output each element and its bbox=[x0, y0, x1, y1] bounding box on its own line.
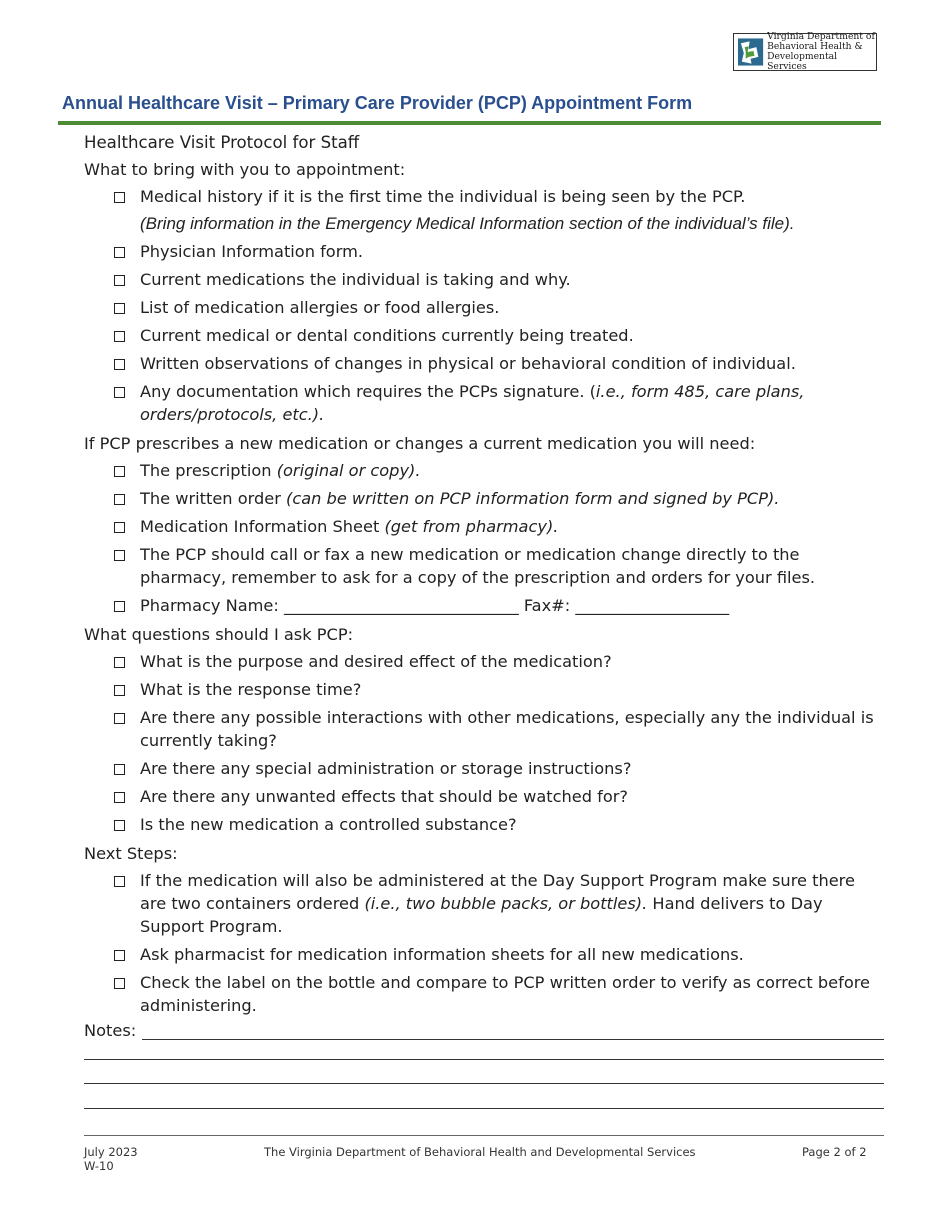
checklist-item: Physician Information form. bbox=[84, 240, 884, 263]
footer-page-number: Page 2 of 2 bbox=[802, 1145, 867, 1159]
notes-line[interactable] bbox=[84, 1083, 884, 1084]
bring-checklist-continued bbox=[84, 240, 884, 426]
checkbox[interactable] bbox=[114, 978, 125, 989]
checklist-item bbox=[84, 487, 884, 510]
checkbox[interactable] bbox=[114, 303, 125, 314]
medication-checklist bbox=[84, 459, 884, 617]
checklist-item: The PCP should call or fax a new medication or medication change directly to the pharmacy, remember to ask for a copy of the prescription and orders for your files. bbox=[84, 543, 884, 589]
checklist-item bbox=[84, 380, 884, 426]
checkbox[interactable] bbox=[114, 466, 125, 477]
checkbox[interactable] bbox=[114, 247, 125, 258]
checklist-item: Current medical or dental conditions currently being treated. bbox=[84, 324, 884, 347]
checklist-item bbox=[84, 459, 884, 482]
notes-label: Notes: bbox=[84, 1021, 137, 1040]
checklist-item: Medical history if it is the first time the individual is being seen by the PCP. bbox=[84, 185, 884, 208]
checklist-text: Medication Information Sheet (get from pharmacy). bbox=[140, 517, 559, 536]
notes-line[interactable] bbox=[84, 1059, 884, 1060]
title-divider bbox=[58, 121, 881, 125]
pharmacy-name-fax-input[interactable]: Pharmacy Name: _____________________________ Fax#: ___________________ bbox=[140, 596, 730, 615]
notes-line[interactable] bbox=[84, 1108, 884, 1109]
logo-line-1: Virginia Department of bbox=[767, 31, 875, 42]
checklist-item: What is the response time? bbox=[84, 678, 884, 701]
checkbox[interactable] bbox=[114, 792, 125, 803]
checkbox[interactable] bbox=[114, 494, 125, 505]
checkbox[interactable] bbox=[114, 950, 125, 961]
footer-agency: The Virginia Department of Behavioral Health and Developmental Services bbox=[264, 1145, 696, 1159]
checklist-item bbox=[84, 515, 884, 538]
next-steps-checklist bbox=[84, 869, 884, 1017]
checkbox[interactable] bbox=[114, 359, 125, 370]
checkbox[interactable] bbox=[114, 713, 125, 724]
page-title: Annual Healthcare Visit – Primary Care Provider (PCP) Appointment Form bbox=[62, 93, 693, 113]
checkbox[interactable] bbox=[114, 685, 125, 696]
footer-divider bbox=[84, 1135, 884, 1136]
dbhds-logo-icon bbox=[737, 37, 764, 67]
checklist-item: Check the label on the bottle and compare to PCP written order to verify as correct before administering. bbox=[84, 971, 884, 1017]
checklist-item: Is the new medication a controlled substance? bbox=[84, 813, 884, 836]
notes-section bbox=[84, 1020, 884, 1041]
dbhds-logo bbox=[733, 33, 877, 71]
checkbox[interactable] bbox=[114, 601, 125, 612]
checkbox[interactable] bbox=[114, 550, 125, 561]
section-heading-bring: What to bring with you to appointment: bbox=[84, 160, 406, 179]
checklist-item: Ask pharmacist for medication information sheets for all new medications. bbox=[84, 943, 884, 966]
checklist-text: The prescription (original or copy). bbox=[140, 461, 421, 480]
section-heading-new-medication: If PCP prescribes a new medication or changes a current medication you will need: bbox=[84, 434, 756, 453]
checkbox[interactable] bbox=[114, 275, 125, 286]
main-content bbox=[84, 132, 884, 1017]
checklist-item: Are there any unwanted effects that should be watched for? bbox=[84, 785, 884, 808]
checkbox[interactable] bbox=[114, 657, 125, 668]
checklist-text: The written order (can be written on PCP information form and signed by PCP). bbox=[140, 489, 780, 508]
checkbox[interactable] bbox=[114, 820, 125, 831]
checkbox[interactable] bbox=[114, 387, 125, 398]
protocol-subtitle: Healthcare Visit Protocol for Staff bbox=[84, 133, 360, 152]
checklist-item: List of medication allergies or food allergies. bbox=[84, 296, 884, 319]
footer-form-code: W-10 bbox=[84, 1159, 114, 1173]
emergency-info-note: (Bring information in the Emergency Medical Information section of the individual’s file). bbox=[140, 214, 795, 233]
checklist-text: If the medication will also be administered at the Day Support Program make sure there are two containers ordered (i.e., two bubble packs, or bottles). Hand delivers to Day Support Program. bbox=[140, 871, 855, 936]
logo-line-2: Behavioral Health & bbox=[767, 41, 863, 52]
checklist-item: What is the purpose and desired effect of the medication? bbox=[84, 650, 884, 673]
checklist-item: Written observations of changes in physical or behavioral condition of individual. bbox=[84, 352, 884, 375]
bring-checklist bbox=[84, 185, 884, 208]
checkbox[interactable] bbox=[114, 331, 125, 342]
checkbox[interactable] bbox=[114, 192, 125, 203]
section-heading-questions: What questions should I ask PCP: bbox=[84, 625, 354, 644]
questions-checklist bbox=[84, 650, 884, 836]
pharmacy-fax-field bbox=[84, 594, 884, 617]
checklist-text: Any documentation which requires the PCPs signature. (i.e., form 485, care plans, orders/protocols, etc.). bbox=[140, 382, 805, 424]
footer-date: July 2023 bbox=[84, 1145, 138, 1159]
checklist-item: Current medications the individual is taking and why. bbox=[84, 268, 884, 291]
checklist-item bbox=[84, 869, 884, 938]
checkbox[interactable] bbox=[114, 522, 125, 533]
checklist-item: Are there any special administration or storage instructions? bbox=[84, 757, 884, 780]
logo-line-3: Developmental Services bbox=[767, 51, 838, 72]
notes-line[interactable] bbox=[142, 1039, 884, 1040]
checkbox[interactable] bbox=[114, 876, 125, 887]
section-heading-next-steps: Next Steps: bbox=[84, 844, 178, 863]
checkbox[interactable] bbox=[114, 764, 125, 775]
logo-text bbox=[767, 32, 876, 72]
checklist-item: Are there any possible interactions with other medications, especially any the individual is currently taking? bbox=[84, 706, 884, 752]
